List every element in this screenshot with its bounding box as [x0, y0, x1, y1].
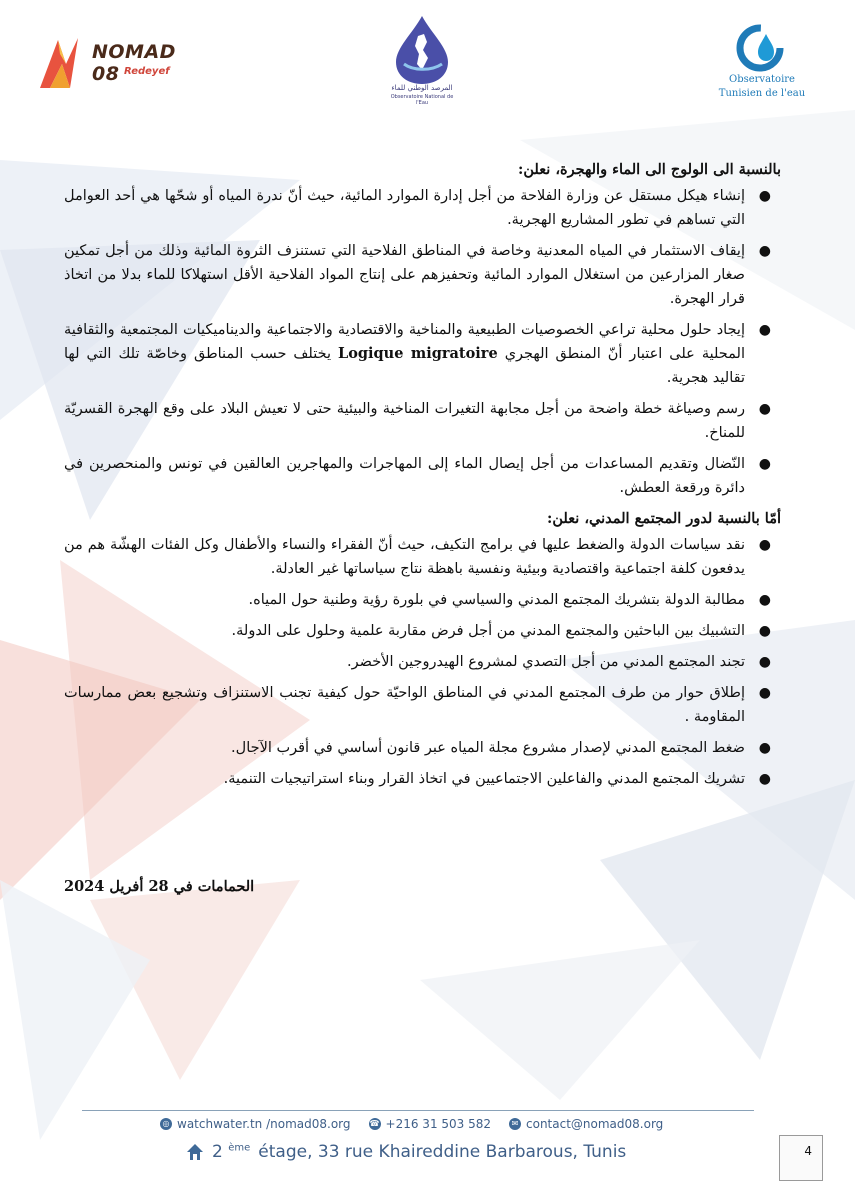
list-item: ● إنشاء هيكل مستقل عن وزارة الفلاحة من أجل إدارة الموارد المائية، حيث أنّ ندرة المياه أو شحّها هي أحد العوامل التي تساهم في تطور المشاريع الهجرية. [64, 184, 745, 232]
footer-phone-text: +216 31 503 582 [385, 1117, 492, 1131]
footer-website[interactable] [160, 1117, 351, 1131]
footer-email-text: contact@nomad08.org [526, 1117, 664, 1131]
list-item: ● إيقاف الاستثمار في المياه المعدنية وخاصة في المناطق الفلاحية التي تستنزف الثروة المائية وذلك من أجل تمكين صغار المزارعين من استغلال الموارد المائية وتحفيزهم على إنتاج المواد الفلاحية الأقل استهلاكا للماء بدلا من اتخاذ قرار الهجرة. [64, 239, 745, 311]
list-item: ● تشريك المجتمع المدني والفاعلين الاجتماعيين في اتخاذ القرار وبناء استراتيجيات التنمية. [64, 767, 745, 791]
bullet-icon: ● [758, 322, 771, 338]
civil-society-list [64, 533, 781, 791]
bullet-icon: ● [758, 592, 771, 608]
water-migration-list [64, 184, 781, 500]
address-floor-suffix: ème [228, 1142, 251, 1154]
list-item: ● ضغط المجتمع المدني لإصدار مشروع مجلة المياه عبر قانون أساسي في أقرب الآجال. [64, 736, 745, 760]
footer-divider [82, 1110, 754, 1111]
document-body [64, 158, 781, 798]
list-item: ● إيجاد حلول محلية تراعي الخصوصيات الطبيعية والمناخية والاقتصادية والاجتماعية والديناميكيات المجتمعية والثقافية المحلية على اعتبار أنّ المنطق الهجري Logique migratoire يختلف حسب المناطق وخاصّة تلك التي لها تقاليد هجرية. [64, 318, 745, 390]
phone-icon: ☎ [369, 1119, 380, 1128]
bullet-icon: ● [758, 771, 771, 787]
bullet-icon: ● [758, 537, 771, 553]
list-item: ● مطالبة الدولة بتشريك المجتمع المدني والسياسي في بلورة رؤية وطنية حول المياه. [64, 588, 745, 612]
bullet-icon: ● [758, 456, 771, 472]
footer-email[interactable] [509, 1117, 663, 1131]
onm-logo-french: Observatoire National de l'Eau [390, 94, 454, 106]
list-item: ● التشبيك بين الباحثين والمجتمع المدني من أجل فرض مقاربة علمية وحلول على الدولة. [64, 619, 745, 643]
footer-website-text: watchwater.tn /nomad08.org [177, 1117, 351, 1131]
email-icon: ✉ [509, 1118, 521, 1130]
home-icon [186, 1143, 204, 1161]
list-item: ● النّضال وتقديم المساعدات من أجل إيصال الماء إلى المهاجرات والمهاجرين العالقين في تونس والمنحصرين في دائرة ورقعة العطش. [64, 452, 745, 500]
footer-address [186, 1142, 626, 1162]
address-floor: 2 $^{ème}$ [212, 1142, 251, 1162]
section-title-water-migration: بالنسبة الى الولوج الى الماء والهجرة، نعلن: [518, 161, 781, 178]
ote-logo-line1: Observatoire [729, 74, 795, 85]
page-number-box [779, 1135, 823, 1181]
latin-term: Logique migratoire [338, 345, 498, 362]
globe-icon: ◎ [160, 1118, 172, 1130]
page-number: 4 [804, 1144, 812, 1158]
bullet-icon: ● [758, 740, 771, 756]
nomad08-logo [36, 34, 176, 94]
nomad-logo-subtitle: Redeyef [124, 66, 170, 77]
footer-phone[interactable] [369, 1117, 491, 1131]
ote-logo [710, 24, 814, 106]
bullet-icon: ● [758, 654, 771, 670]
list-item: ● رسم وصياغة خطة واضحة من أجل مجابهة التغيرات المناخية والبيئية حتى لا تعيش البلاد على وقع الهجرة القسريّة للمناخ. [64, 397, 745, 445]
address-street: étage, 33 rue Khaireddine Barbarous, Tunis [258, 1142, 627, 1162]
list-item: ● نقد سياسات الدولة والضغط عليها في برامج التكيف، حيث أنّ الفقراء والنساء والأطفال وكل الفئات الهشّة هم من يدفعون كلفة اجتماعية واقتصادية وبيئية ونفسية باهظة نتاج سياساتها غير العادلة. [64, 533, 745, 581]
bullet-icon: ● [758, 623, 771, 639]
nomad-logo-title: NOMAD 08 [92, 41, 176, 85]
bullet-icon: ● [758, 685, 771, 701]
bullet-icon: ● [758, 188, 771, 204]
bullet-icon: ● [758, 401, 771, 417]
list-item: ● تجند المجتمع المدني من أجل التصدي لمشروع الهيدروجين الأخضر. [64, 650, 745, 674]
date-place-line: الحمامات في 28 أفريل 2024 [64, 878, 255, 895]
list-item: ● إطلاق حوار من طرف المجتمع المدني في المناطق الواحيّة حول كيفية تجنب الاستنزاف وتشجيع بعض ممارسات المقاومة . [64, 681, 745, 729]
footer-contacts [160, 1117, 663, 1131]
bullet-icon: ● [758, 243, 771, 259]
onm-logo-arabic: المرصد الوطني للماء [391, 84, 453, 92]
section-title-civil-society: أمّا بالنسبة لدور المجتمع المدني، نعلن: [547, 510, 781, 527]
onm-logo [384, 14, 460, 106]
ote-logo-line2: Tunisien de l'eau [718, 88, 806, 99]
